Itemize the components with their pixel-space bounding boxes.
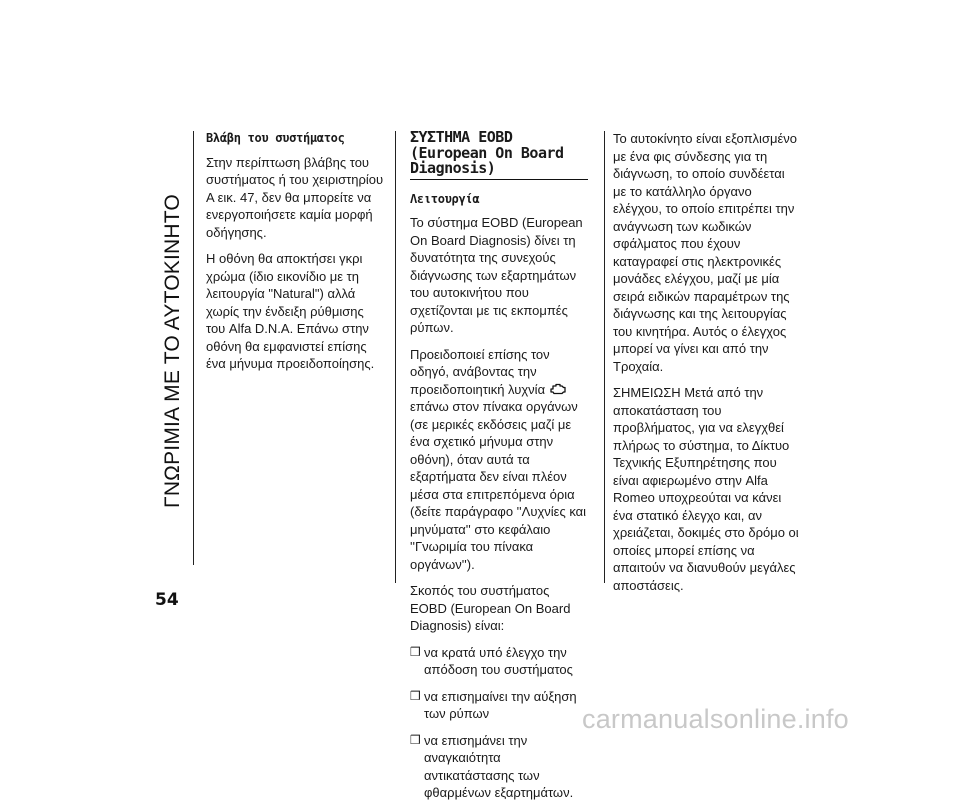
- system-failure-heading: Βλάβη του συστήματος: [206, 131, 345, 145]
- eobd-paragraph-1: Το σύστημα EOBD (European On Board Diagnosis) δίνει τη δυνατότητα της συνεχούς διάγνωσης των εξαρτημάτων του αυτοκινήτου που σχετίζονται με τις εκπομπές ρύπων.: [410, 215, 583, 335]
- chapter-title: [153, 142, 193, 560]
- column-divider-2: [604, 131, 605, 583]
- system-failure-paragraph-2: Η οθόνη θα αποκτήσει γκρι χρώμα (ίδιο εικονίδιο με τη λειτουργία "Natural") αλλά χωρίς την ένδειξη ρύθμισης του Alfa D.N.A. Επάνω στην οθόνη θα εμφανιστεί επίσης ένα μήνυμα προειδοποίησης.: [206, 251, 375, 371]
- checkbox-bullet-icon: ❒: [410, 688, 421, 703]
- diagnosis-paragraph: Το αυτοκίνητο είναι εξοπλισμένο με ένα φις σύνδεσης για τη διάγνωση, το οποίο συνδέεται με το κατάλληλο όργανο ελέγχου, το οποίο επιτρέπει την ανάγνωση των κωδικών σφάλματος που έχουν καταγραφεί στις ηλεκτρονικές μονάδες ελέγχου, μαζί με μία σειρά ειδικών παραμέτρων της διάγνωσης και της λειτουργίας του κινητήρα. Αυτός ο έλεγχος μπορεί να γίνει και από την Τροχαία.: [613, 131, 797, 374]
- column-left: [206, 130, 384, 382]
- column-right: [613, 130, 801, 603]
- page-number: 54: [155, 590, 179, 610]
- note-paragraph: ΣΗΜΕΙΩΣΗ Μετά από την αποκατάσταση του προβλήματος, για να ελεγχθεί πλήρως το σύστημα, το Δίκτυο Τεχνικής Εξυπηρέτησης που είναι αφιερωμένο στην Alfa Romeo υποχρεούται να κάνει ένα στατικό έλεγχο και, αν χρειάζεται, δοκιμές στο δρόμο οι οποίες μπορεί επίσης να απαιτούν να διανυθούν μεγάλες αποστάσεις.: [613, 385, 799, 593]
- checkbox-bullet-icon: ❒: [410, 644, 421, 659]
- eobd-section-title: ΣΥΣΤΗΜΑ EOBD (European On Board Diagnosis): [410, 130, 588, 180]
- column-divider-1: [395, 131, 396, 583]
- eobd-paragraph-2: [410, 346, 588, 574]
- system-failure-paragraph-1: Στην περίπτωση βλάβης του συστήματος ή του χειριστηρίου A εικ. 47, δεν θα μπορείτε να ενεργοποιήσετε καμία μορφή οδήγησης.: [206, 154, 384, 240]
- eobd-purpose-list: [410, 644, 588, 802]
- watermark: carmanualsonline.info: [582, 704, 849, 734]
- engine-check-icon: [549, 382, 567, 394]
- checkbox-bullet-icon: ❒: [410, 732, 421, 747]
- operation-subheading: Λειτουργία: [410, 191, 480, 206]
- eobd-paragraph-2-end: επάνω στον πίνακα οργάνων (σε μερικές εκδόσεις μαζί με ένα σχετικό μήνυμα στην οθόνη), όταν αυτά τα εξαρτήματα δεν είναι πλέον μέσα στα επιτρεπόμενα όρια (δείτε παράγραφο ''Λυχνίες και μηνύματα'' στο κεφάλαιο ''Γνωριμία του πίνακα οργάνων'').: [410, 399, 587, 572]
- chapter-divider: [193, 131, 194, 565]
- eobd-paragraph-3: Σκοπός του συστήματος EOBD (European On Board Diagnosis) είναι:: [410, 583, 571, 633]
- list-item: ❒ να επισημαίνει την αύξηση των ρύπων: [410, 688, 577, 721]
- list-item: ❒ να κρατά υπό έλεγχο την απόδοση του συστήματος: [410, 644, 573, 677]
- list-item: ❒ να επισημάνει την αναγκαιότητα αντικατάστασης των φθαρμένων εξαρτημάτων.: [410, 732, 574, 800]
- eobd-paragraph-2-start: Προειδοποιεί επίσης τον οδηγό, ανάβοντας την προειδοποιητική λυχνία: [410, 346, 550, 397]
- chapter-title-text: ΓΝΩΡΙΜΙΑ ΜΕ ΤΟ ΑΥΤΟΚΙΝΗΤΟ: [161, 194, 185, 508]
- column-middle: [410, 130, 588, 811]
